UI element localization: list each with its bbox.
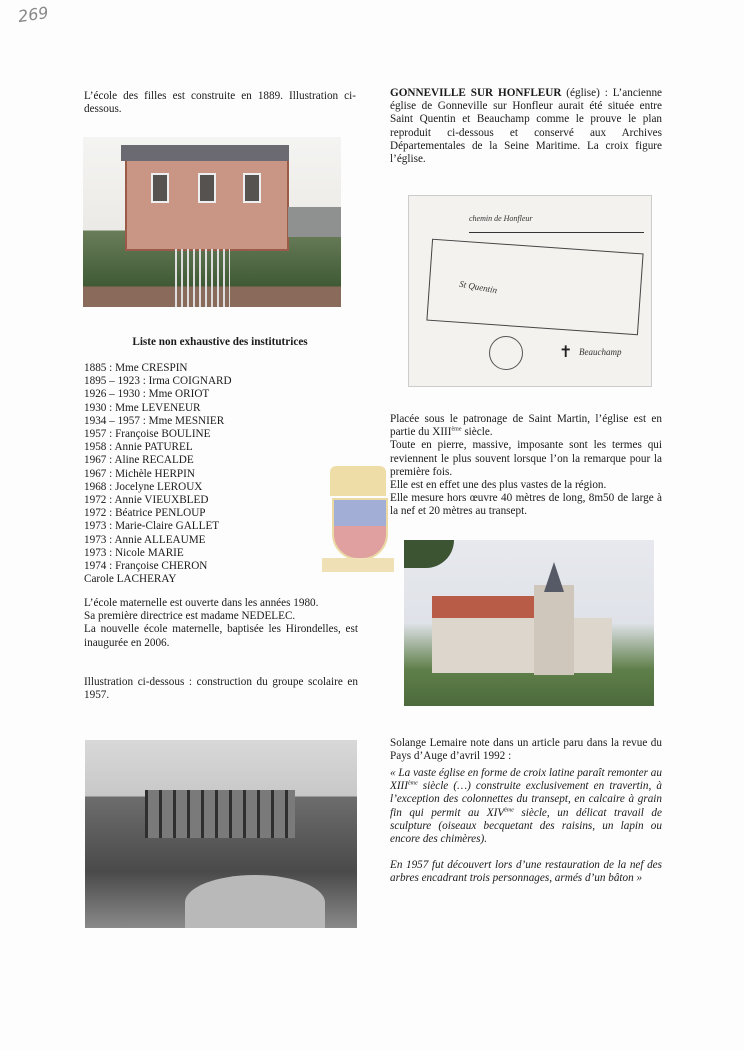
list-item: 1972 : Béatrice PENLOUP [84, 507, 206, 520]
list-item: 1973 : Nicole MARIE [84, 546, 184, 559]
list-item: 1930 : Mme LEVENEUR [84, 401, 201, 414]
church-description [390, 413, 662, 519]
church-text: Elle est en effet une des plus vastes de la région. [390, 479, 607, 492]
gonneville-intro [390, 87, 662, 166]
maternelle-line: La nouvelle école maternelle, baptisée les Hirondelles, est inaugurée en 2006. [84, 623, 358, 649]
list-item: 1967 : Michèle HERPIN [84, 467, 195, 480]
church-photo [404, 540, 654, 706]
maternelle-line: Sa première directrice est madame NEDELEC. [84, 610, 296, 623]
list-item: 1885 : Mme CRESPIN [84, 362, 188, 374]
list-item: Carole LACHERAY [84, 573, 177, 586]
list-item: 1895 – 1923 : Irma COIGNARD [84, 375, 232, 388]
church-text: Elle mesure hors œuvre 40 mètres de long, 8m50 de large à la nef et 20 mètres au transept. [390, 492, 662, 518]
list-item: 1968 : Jocelyne LEROUX [84, 480, 203, 493]
teachers-list [84, 362, 356, 586]
maternelle-paragraph [84, 597, 358, 650]
church-text: Toute en pierre, massive, imposante sont les termes qui reviennent le plus souvent lorsque l’on la remarque pour la première fois. [390, 439, 662, 478]
list-item: 1958 : Annie PATUREL [84, 441, 193, 454]
source-text: Solange Lemaire note dans un article paru dans la revue du Pays d’Auge d’avril 1992 : [390, 737, 662, 763]
list-item: 1934 – 1957 : Mme MESNIER [84, 414, 225, 427]
list-item: 1972 : Annie VIEUXBLED [84, 494, 209, 507]
patronage-text: Placée sous le patronage de Saint Martin, l’église est en partie du XIIIème siècle. [390, 413, 662, 439]
coat-of-arms-watermark [322, 466, 394, 581]
gonneville-heading: GONNEVILLE SUR HONFLEUR [390, 87, 562, 99]
school-construction-photo [85, 740, 357, 928]
stamp [489, 336, 523, 370]
handwritten-page-number: 269 [16, 2, 50, 27]
quote-paragraph-2: En 1957 fut découvert lors d’une restauration de la nef des arbres encadrant trois personnages, armés d’un bâton » [390, 859, 662, 885]
plan-label: St Quentin [458, 278, 498, 296]
maternelle-line: L’école maternelle est ouverte dans les années 1980. [84, 597, 319, 609]
list-item: 1974 : Françoise CHERON [84, 560, 208, 573]
quote-paragraph: « La vaste église en forme de croix latine paraît remonter au XIIIème siècle (…) construite exclusivement en travertin, à l’exception des colonnettes du transept, en calcaire à grain fin qui permit au XIVème siècle, un délicat travail de sculpture (oiseaux becquetant des raisins, un lapin ou encore des chimères). [390, 767, 662, 846]
teachers-list-title: Liste non exhaustive des institutrices [132, 336, 308, 348]
plan-label: chemin de Honfleur [469, 212, 644, 233]
list-item: 1973 : Marie-Claire GALLET [84, 520, 220, 533]
archive-plan-image [408, 195, 652, 387]
cross-icon: ✝ [559, 344, 573, 361]
illustration-caption: Illustration ci-dessous : construction du groupe scolaire en 1957. [84, 676, 358, 702]
gonneville-intro-text: (église) : L’ancienne église de Gonneville sur Honfleur aurait été située entre Saint Quentin et Beauchamp comme le prouve le plan reproduit ci-dessous et conservé aux Archives Départementales de la Seine Maritime. La croix figure l’église. [390, 87, 663, 166]
list-item: 1926 – 1930 : Mme ORIOT [84, 388, 210, 401]
list-item: 1973 : Annie ALLEAUME [84, 533, 206, 546]
plan-label: Beauchamp [579, 347, 622, 357]
list-item: 1957 : Françoise BOULINE [84, 428, 211, 441]
girls-school-photo [83, 137, 341, 307]
list-item: 1967 : Aline RECALDE [84, 454, 194, 467]
intro-text: L’école des filles est construite en 1889. Illustration ci-dessous. [84, 90, 356, 116]
